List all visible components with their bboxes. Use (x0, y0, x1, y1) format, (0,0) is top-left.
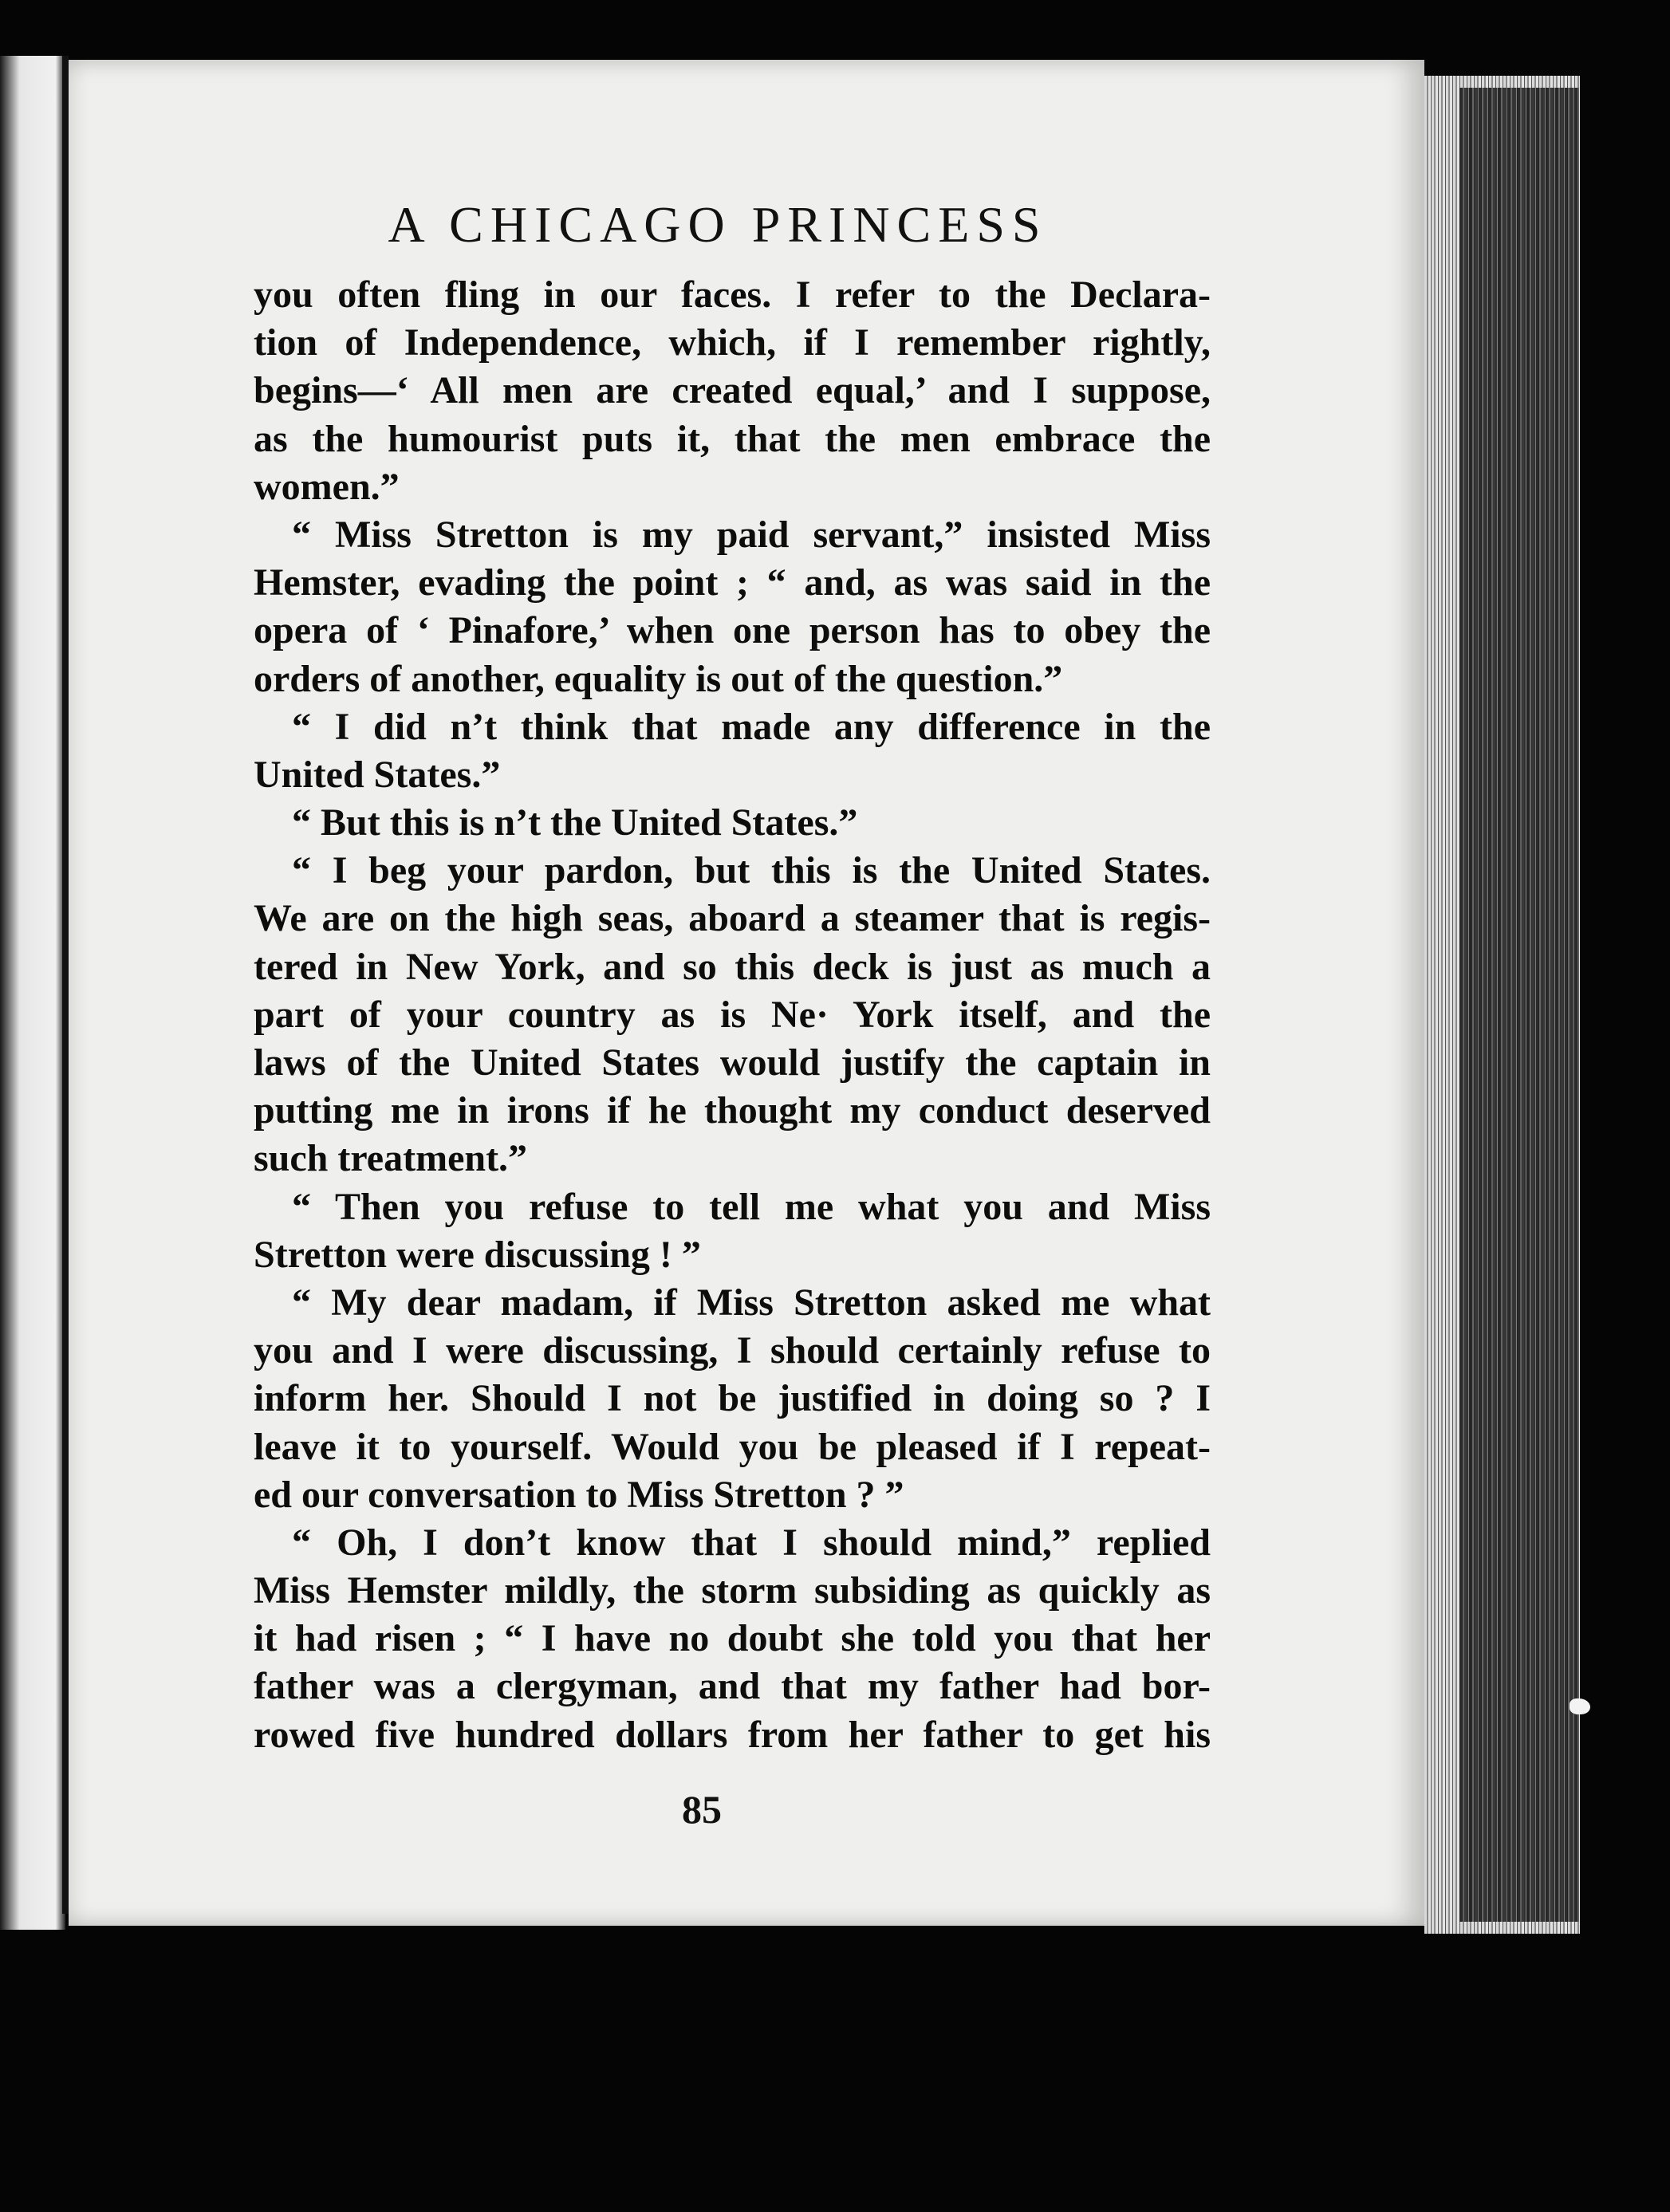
facing-page-edge (0, 56, 65, 1930)
text-line: “ Miss Stretton is my paid servant,” insisted Miss (292, 513, 1211, 556)
text-line: opera of ‘ Pinafore,’ when one person has to obey the (254, 609, 1211, 652)
text-line: We are on the high seas, aboard a steamer that is regis- (254, 897, 1211, 940)
text-line: tered in New York, and so this deck is just as much a (254, 945, 1211, 988)
text-line: begins—‘ All men are created equal,’ and I suppose, (254, 369, 1211, 412)
text-line: father was a clergyman, and that my father had bor- (254, 1665, 1211, 1708)
text-line: “ My dear madam, if Miss Stretton asked me what (292, 1281, 1211, 1324)
text-line: “ Oh, I don’t know that I should mind,” replied (292, 1521, 1211, 1564)
book-gutter (62, 56, 69, 1914)
text-line: “ I beg your pardon, but this is the United States. (292, 849, 1211, 892)
text-line: orders of another, equality is out of the question.” (254, 657, 1063, 700)
text-line: tion of Independence, which, if I remember rightly, (254, 321, 1211, 364)
text-line: it had risen ; “ I have no doubt she told you that her (254, 1617, 1211, 1660)
text-line: “ Then you refuse to tell me what you and Miss (292, 1185, 1211, 1228)
text-line: you often fling in our faces. I refer to the Declara- (254, 274, 1211, 316)
text-line: United States.” (254, 753, 501, 796)
text-line: Hemster, evading the point ; “ and, as was said in the (254, 561, 1211, 604)
text-line: rowed five hundred dollars from her father to get his (254, 1713, 1211, 1756)
text-line: you and I were discussing, I should certainly refuse to (254, 1329, 1211, 1372)
text-line: as the humourist puts it, that the men embrace the (254, 417, 1211, 460)
text-line: “ But this is n’t the United States.” (292, 801, 858, 844)
text-line: ed our conversation to Miss Stretton ? ” (254, 1473, 904, 1516)
text-line: part of your country as is Ne· York itself, and the (254, 993, 1211, 1036)
text-line: inform her. Should I not be justified in doing so ? I (254, 1377, 1211, 1420)
text-line: “ I did n’t think that made any difference in the (292, 705, 1211, 748)
page-number: 85 (682, 1787, 722, 1832)
text-line: Stretton were discussing ! ” (254, 1233, 701, 1276)
body-text (254, 271, 1211, 1759)
text-line: putting me in irons if he thought my conduct deserved (254, 1089, 1211, 1132)
text-line: such treatment.” (254, 1137, 528, 1180)
text-line: Miss Hemster mildly, the storm subsiding as quickly as (254, 1569, 1211, 1612)
page-stack-shadow (1459, 88, 1579, 1922)
running-head: A CHICAGO PRINCESS (388, 196, 1048, 253)
text-line: women.” (254, 465, 400, 508)
text-line: laws of the United States would justify the captain in (254, 1041, 1211, 1084)
scan-speck (1570, 1698, 1590, 1714)
text-line: leave it to yourself. Would you be pleased if I repeat- (254, 1425, 1211, 1468)
